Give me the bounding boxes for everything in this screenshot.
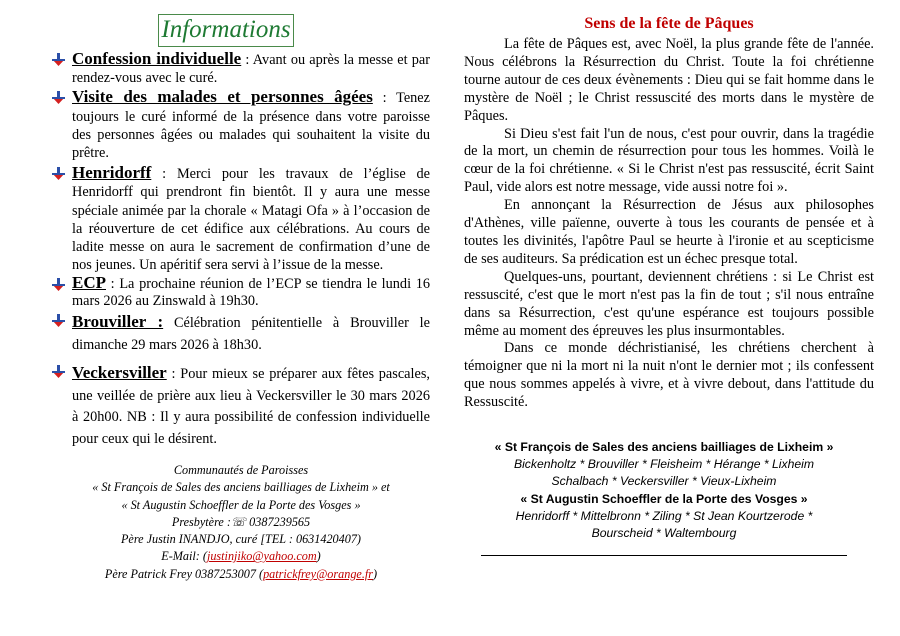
informations-title: Informations — [158, 14, 294, 47]
item-heading: Confession individuelle — [72, 49, 242, 68]
bullet-arrow-icon — [52, 314, 65, 327]
item-text: Célébration pénitentielle à Brouviller le dimanche 29 mars 2026 à 18h30. — [72, 315, 430, 353]
info-item-visite: Visite des malades et personnes âgées : Tenez toujours le curé informé de la présence dans votre paroisse des personnes âgées ou malades qui souhaitent la visite du prêtre. — [52, 88, 430, 162]
info-item-henridorff: Henridorff : Merci pour les travaux de l’église de Henridorff qui prendront fin bientôt. Il y aura une messe spéciale animée par la chorale « Matagi Ofa » à l’occasion de la réouverture de cet édifice aux célébrations. Au cours de ladite messe on aura le sacrement de confirmation d’une de nos jeunes. Un apéritif sera servi à l’issue de la messe. — [52, 164, 430, 274]
parish-names: Schalbach * Veckersviller * Vieux-Lixheim — [551, 474, 777, 489]
info-item-veckersviller: Veckersviller : Pour mieux se préparer aux fêtes pascales, une veillée de prière aux lieu à Veckersviller le 30 mars 2026 à 20h00. NB : Il y aura possibilité de confession individuelle pour ceux qui le désirent. — [52, 362, 430, 450]
item-text: Pour mieux se préparer aux fêtes pascales, une veillée de prière aux lieu à Veckersviller le 30 mars 2026 à 20h00. NB : Il y aura possibilité de confession individuelle pour ceux qui le désirent. — [72, 366, 430, 447]
footer-line: Communautés de Paroisses — [173, 463, 309, 477]
frey-email-link[interactable]: patrickfrey@orange.fr — [263, 566, 374, 581]
item-text: Avant ou après la messe et par rendez-vous avec le curé. — [72, 52, 431, 87]
email-line: E-Mail: (justinjiko@yahoo.com) — [161, 549, 321, 564]
info-item-ecp: ECP : La prochaine réunion de l’ECP se tiendra le lundi 16 mars 2026 au Zinswald à 19h30. — [52, 275, 430, 309]
item-text: Merci pour les travaux de l’église de Henridorff qui prendront fin bientôt. Il y aura une messe spéciale animée par la chorale « Matagi Ofa » à l’occasion de la réouverture de cet édifice aux célébrations. Au cours de ladite messe on aura le sacrement de confirmation d’une de nos jeunes. Un apéritif sera servi à l’issue de la messe. — [72, 166, 430, 274]
item-heading: Henridorff — [72, 163, 152, 183]
info-item-brouviller — [52, 311, 430, 356]
article-paragraph: La fête de Pâques est, avec Noël, la plus grande fête de l'année. Nous célébrons la Résurrection du Christ. Toute la foi chrétienne tourne autour de ces deux évènements : Dieu qui se fait homme dans le mystère de Noël ; le Christ ressuscité des morts dans le mystère de Pâques. — [464, 36, 874, 124]
article-paragraph: Si Dieu s'est fait l'un de nous, c'est pour ouvrir, dans la tragédie de la mort, un chemin de résurrection pour tous les hommes. Voilà le cœur de la foi chrétienne. « Si le Christ n'est pas ressuscité, écrit Saint Paul, vide alors est notre message, vide aussi notre foi ». — [464, 125, 874, 196]
parishes-list — [464, 439, 864, 542]
presbytere-phone: Presbytère :☏ 0387239565 — [171, 514, 311, 529]
bullet-arrow-icon — [52, 53, 65, 66]
info-item-confession: Confession individuelle : Avant ou après la messe et par rendez-vous avec le curé. — [52, 50, 430, 87]
contact-footer — [52, 462, 430, 583]
frey-contact: Père Patrick Frey 0387253007 (patrickfrey@orange.fr) — [104, 566, 378, 581]
parish-group-title: « St François de Sales des anciens bailliages de Lixheim » — [494, 440, 834, 454]
informations-column — [52, 14, 430, 450]
footer-line: « St Augustin Schoeffler de la Porte des Vosges » — [121, 497, 361, 512]
article-paragraph: Dans ce monde déchristianisé, les chrétiens cherchent à témoigner que ni la mort ni la nuit n'ont le dernier mot ; ils confessent que nous sommes appelés à vivre, et à vivre debout, dans l'attitude du Ressuscité. — [464, 340, 874, 411]
easter-article — [464, 14, 874, 412]
parish-names: Henridorff * Mittelbronn * Ziling * St Jean Kourtzerode * — [515, 508, 813, 523]
item-heading: ECP — [72, 273, 106, 293]
email-link[interactable]: justinjiko@yahoo.com — [206, 549, 317, 564]
article-paragraph: En annonçant la Résurrection de Jésus aux philosophes d'Athènes, ville païenne, ouverte à tous les courants de pensée et à toutes les divinités, l'apôtre Paul se heurte à l'ironie et au scepticisme de ses auditeurs. Sa prédication est un échec presque total. — [464, 197, 874, 267]
cure-contact: Père Justin INANDJO, curé [TEL : 0631420407) — [120, 532, 361, 547]
item-heading: Veckersviller — [72, 363, 167, 383]
item-heading: Brouviller : — [72, 312, 164, 332]
parish-group-title: « St Augustin Schoeffler de la Porte des Vosges » — [520, 491, 808, 506]
bullet-arrow-icon — [52, 91, 65, 104]
parish-names: Bourscheid * Waltembourg — [591, 526, 737, 541]
divider-line — [481, 555, 847, 556]
bullet-arrow-icon — [52, 167, 65, 180]
footer-line: « St François de Sales des anciens bailliages de Lixheim » et — [92, 480, 390, 495]
bullet-arrow-icon — [52, 365, 65, 378]
item-text: La prochaine réunion de l’ECP se tiendra le lundi 16 mars 2026 au Zinswald à 19h30. — [72, 276, 431, 309]
parish-names: Bickenholtz * Brouviller * Fleisheim * Hérange * Lixheim — [513, 457, 815, 472]
bullet-arrow-icon — [52, 278, 65, 291]
item-heading: Visite des malades et personnes âgées — [72, 87, 373, 107]
article-title: Sens de la fête de Pâques — [584, 15, 754, 32]
item-text: Tenez toujours le curé informé de la présence dans votre paroisse des personnes âgées ou malades qui souhaitent la visite du prêtre. — [72, 90, 430, 162]
article-paragraph: Quelques-uns, pourtant, deviennent chrétiens : si Le Christ est ressuscité, c'est que le mort n'est pas la fin de tout ; s'il nous entraîne dans sa Résurrection, c'est qu'une espérance est toujours possible même au moment des épreuves les plus insurmontables. — [464, 268, 874, 339]
